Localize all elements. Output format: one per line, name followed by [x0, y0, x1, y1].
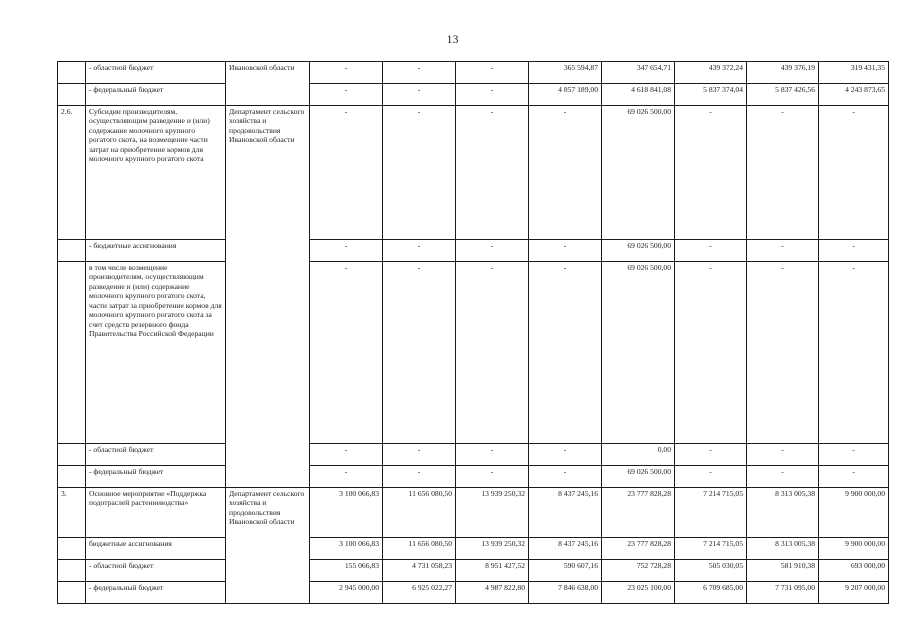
value-cell: 2 945 000,00	[310, 582, 383, 604]
row-name-cell: - федеральный бюджет	[86, 466, 226, 488]
value-cell: 13 939 250,32	[456, 488, 529, 538]
row-name-cell: Субсидии производителям, осуществляющим разведение и (или) содержание молочного крупного рогатого скота, на возмещение части затрат на приобретение кормов для молочного крупного рогатого скота	[86, 106, 226, 240]
value-cell: -	[456, 106, 529, 240]
value-cell: 9 207 000,00	[819, 582, 889, 604]
value-cell: -	[310, 466, 383, 488]
value-cell: -	[383, 444, 456, 466]
table-row	[58, 560, 889, 582]
value-cell: -	[383, 466, 456, 488]
value-cell: -	[383, 262, 456, 444]
row-number-cell	[58, 444, 86, 466]
table-row	[58, 488, 889, 538]
value-cell: -	[456, 444, 529, 466]
value-cell: 6 925 022,27	[383, 582, 456, 604]
value-cell: 69 026 500,00	[602, 106, 675, 240]
row-number-cell: 2.6.	[58, 106, 86, 240]
value-cell: 23 025 100,00	[602, 582, 675, 604]
table-row	[58, 538, 889, 560]
value-cell: -	[383, 84, 456, 106]
executor-cell: Департамент сельского хозяйства и продовольствия Ивановской области	[226, 106, 310, 488]
table-row	[58, 444, 889, 466]
table-row	[58, 582, 889, 604]
value-cell: 69 026 500,00	[602, 466, 675, 488]
value-cell: 4 618 841,08	[602, 84, 675, 106]
row-name-cell: - областной бюджет	[86, 444, 226, 466]
value-cell: 3 100 066,83	[310, 538, 383, 560]
value-cell: -	[310, 444, 383, 466]
value-cell: -	[675, 240, 747, 262]
value-cell: -	[819, 240, 889, 262]
value-cell: -	[310, 84, 383, 106]
value-cell: -	[529, 106, 602, 240]
value-cell: 4 987 822,80	[456, 582, 529, 604]
row-name-cell: - федеральный бюджет	[86, 84, 226, 106]
value-cell: 4 731 058,23	[383, 560, 456, 582]
row-name-cell: бюджетные ассигнования	[86, 538, 226, 560]
value-cell: 8 313 005,38	[747, 488, 819, 538]
budget-table	[57, 61, 889, 604]
value-cell: 8 951 427,52	[456, 560, 529, 582]
row-number-cell	[58, 262, 86, 444]
value-cell: -	[456, 84, 529, 106]
value-cell: 23 777 828,28	[602, 488, 675, 538]
value-cell: 3 100 066,83	[310, 488, 383, 538]
executor-cell: Департамент сельского хозяйства и продовольствия Ивановской области	[226, 488, 310, 604]
value-cell: -	[456, 262, 529, 444]
value-cell: 365 594,87	[529, 62, 602, 84]
page-number: 13	[446, 32, 459, 46]
value-cell: -	[383, 240, 456, 262]
value-cell: 69 026 500,00	[602, 262, 675, 444]
value-cell: -	[819, 444, 889, 466]
value-cell: 9 900 000,00	[819, 538, 889, 560]
row-name-cell: - бюджетные ассигнования	[86, 240, 226, 262]
row-name-cell: - областной бюджет	[86, 62, 226, 84]
table-row	[58, 62, 889, 84]
value-cell: -	[675, 466, 747, 488]
value-cell: -	[747, 444, 819, 466]
value-cell: 11 656 080,50	[383, 538, 456, 560]
value-cell: -	[310, 106, 383, 240]
value-cell: 8 437 245,16	[529, 538, 602, 560]
value-cell: -	[310, 262, 383, 444]
value-cell: -	[456, 240, 529, 262]
value-cell: -	[310, 240, 383, 262]
value-cell: -	[819, 466, 889, 488]
value-cell: 11 656 080,50	[383, 488, 456, 538]
row-number-cell	[58, 84, 86, 106]
value-cell: 7 214 715,05	[675, 488, 747, 538]
value-cell: 439 376,19	[747, 62, 819, 84]
value-cell: -	[310, 62, 383, 84]
value-cell: 7 731 095,00	[747, 582, 819, 604]
value-cell: -	[747, 106, 819, 240]
value-cell: 319 431,35	[819, 62, 889, 84]
value-cell: 7 214 715,05	[675, 538, 747, 560]
value-cell: 7 846 638,00	[529, 582, 602, 604]
value-cell: 693 000,00	[819, 560, 889, 582]
row-number-cell	[58, 62, 86, 84]
value-cell: 9 900 000,00	[819, 488, 889, 538]
table-row	[58, 262, 889, 444]
value-cell: -	[456, 466, 529, 488]
value-cell: 581 910,38	[747, 560, 819, 582]
value-cell: 439 372,24	[675, 62, 747, 84]
value-cell: -	[747, 262, 819, 444]
value-cell: 13 939 250,32	[456, 538, 529, 560]
table-row	[58, 84, 889, 106]
value-cell: 8 313 005,38	[747, 538, 819, 560]
value-cell: -	[383, 106, 456, 240]
value-cell: -	[747, 240, 819, 262]
value-cell: 590 607,16	[529, 560, 602, 582]
value-cell: 4 857 189,00	[529, 84, 602, 106]
table-row	[58, 466, 889, 488]
value-cell: -	[383, 62, 456, 84]
row-number-cell	[58, 538, 86, 560]
row-name-cell: - федеральный бюджет	[86, 582, 226, 604]
value-cell: -	[456, 62, 529, 84]
value-cell: 69 026 500,00	[602, 240, 675, 262]
value-cell: 5 837 374,04	[675, 84, 747, 106]
value-cell: -	[819, 106, 889, 240]
row-name-cell: - областной бюджет	[86, 560, 226, 582]
row-name-cell: в том числе возмещение производителям, осуществляющим разведение и (или) содержание молочного крупного рогатого скота, части затрат за приобретение кормов для молочного крупного рогатого скота за счет средств резервного фонда Правительства Российской Федерации	[86, 262, 226, 444]
value-cell: 5 837 426,56	[747, 84, 819, 106]
value-cell: 0,00	[602, 444, 675, 466]
value-cell: 505 030,05	[675, 560, 747, 582]
row-number-cell	[58, 240, 86, 262]
value-cell: 347 654,71	[602, 62, 675, 84]
row-number-cell	[58, 466, 86, 488]
value-cell: -	[529, 240, 602, 262]
value-cell: 4 243 873,65	[819, 84, 889, 106]
row-number-cell: 3.	[58, 488, 86, 538]
table-row	[58, 106, 889, 240]
value-cell: -	[529, 466, 602, 488]
value-cell: -	[819, 262, 889, 444]
value-cell: -	[675, 106, 747, 240]
row-name-cell: Основное мероприятие «Поддержка подотраслей растениеводства»	[86, 488, 226, 538]
table-row	[58, 240, 889, 262]
value-cell: 23 777 828,28	[602, 538, 675, 560]
executor-cell: Ивановской области	[226, 62, 310, 106]
value-cell: -	[675, 444, 747, 466]
value-cell: -	[529, 444, 602, 466]
value-cell: 155 066,83	[310, 560, 383, 582]
value-cell: 752 728,28	[602, 560, 675, 582]
row-number-cell	[58, 560, 86, 582]
value-cell: -	[747, 466, 819, 488]
value-cell: 8 437 245,16	[529, 488, 602, 538]
row-number-cell	[58, 582, 86, 604]
value-cell: 6 709 685,00	[675, 582, 747, 604]
value-cell: -	[675, 262, 747, 444]
value-cell: -	[529, 262, 602, 444]
